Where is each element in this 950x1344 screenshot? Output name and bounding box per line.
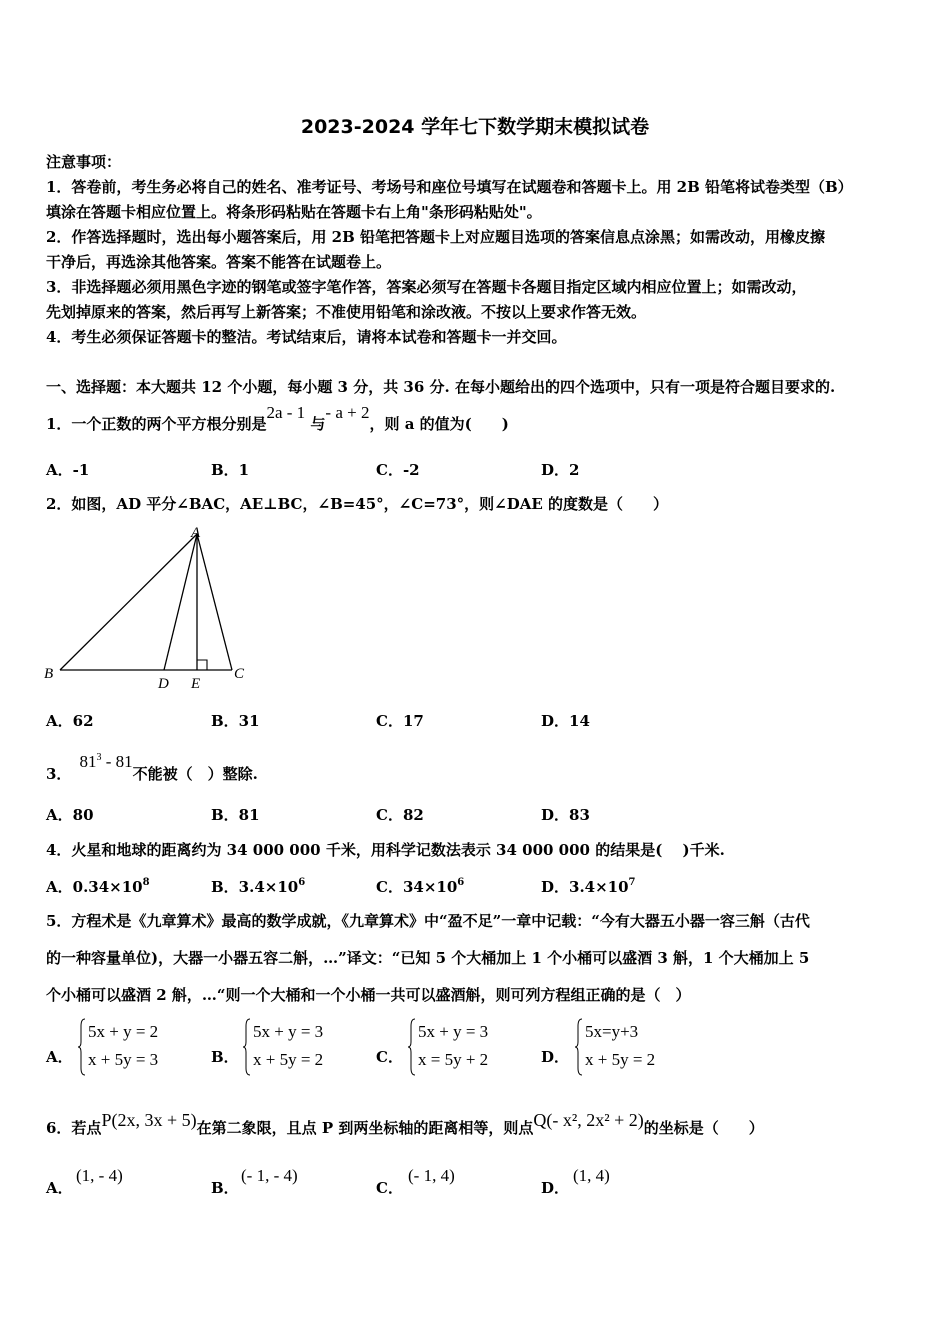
q6-point-p: P(2x, 3x + 5) — [101, 1110, 197, 1130]
q3-rest: - 81 — [101, 752, 133, 771]
question-2: 2．如图，AD 平分∠BAC，AE⊥BC，∠B=45°，∠C=73°，则∠DAE 的度数是（ ） — [46, 495, 669, 513]
q4-a-label: A．0.34×10 — [46, 878, 143, 896]
brace-icon — [408, 1018, 416, 1076]
notice-line: 2．作答选择题时，选出每小题答案后，用 2B 铅笔把答题卡上对应题目选项的答案信息点涂黑；如需改动，用橡皮擦 — [46, 228, 826, 246]
right-angle-mark — [197, 660, 207, 670]
q3-option-a: A．80 — [46, 806, 94, 824]
q4-d-exp: 7 — [628, 877, 636, 888]
q5-option-b-system — [243, 1018, 353, 1076]
exam-title: 2023-2024 学年七下数学期末模拟试卷 — [300, 116, 650, 138]
label-d: D — [158, 676, 169, 692]
q1-option-d: D．2 — [541, 461, 580, 479]
q2-option-d: D．14 — [541, 712, 590, 730]
q4-option-a — [46, 873, 150, 897]
q3-exponent: 3 — [96, 752, 102, 763]
brace-icon — [243, 1018, 251, 1076]
eq2: x + 5y = 3 — [88, 1050, 159, 1069]
q2-option-c: C．17 — [376, 712, 424, 730]
eq1: 5x + y = 3 — [253, 1022, 324, 1041]
q2-option-b: B．31 — [211, 712, 260, 730]
q1-option-b: B．1 — [211, 461, 250, 479]
q4-c-label: C．34×10 — [376, 878, 458, 896]
q3-option-b: B．81 — [211, 806, 260, 824]
q2-option-a: A．62 — [46, 712, 94, 730]
q5-option-a-label: A． — [46, 1048, 73, 1066]
q4-b-exp: 6 — [298, 877, 306, 888]
segment-ab — [60, 534, 197, 670]
q4-option-d — [541, 873, 636, 897]
notice-line: 先划掉原来的答案，然后再写上新答案；不准使用铅笔和涂改液。不按以上要求作答无效。 — [46, 303, 647, 321]
question-6 — [46, 1110, 906, 1140]
segment-ad — [164, 534, 197, 670]
q5-option-a-system — [78, 1018, 188, 1076]
q6-option-c-label: C． — [376, 1179, 403, 1197]
q6-option-b-value: (- 1, - 4) — [241, 1166, 298, 1185]
q3-base: 81 — [79, 752, 97, 771]
label-c: C — [234, 666, 245, 682]
q6-text-pre: 6．若点 — [46, 1119, 102, 1137]
q4-b-label: B．3.4×10 — [211, 878, 299, 896]
q6-option-b-label: B． — [211, 1179, 239, 1197]
eq1: 5x=y+3 — [585, 1022, 639, 1041]
question-4: 4．火星和地球的距离约为 34 000 000 千米，用科学记数法表示 34 000 000 的结果是( )千米. — [46, 841, 725, 859]
q6-text-post: 的坐标是（ ） — [643, 1119, 764, 1137]
question-5-line: 5．方程术是《九章算术》最高的数学成就，《九章算术》中“盈不足”一章中记载：“今有大器五小器一容三斛（古代 — [46, 912, 810, 930]
notice-line: 3．非选择题必须用黑色字迹的钢笔或签字笔作答，答案必须写在答题卡各题目指定区域内相应位置上；如需改动， — [46, 278, 807, 296]
q6-point-q: Q(- x², 2x² + 2) — [533, 1110, 644, 1130]
q1-option-a: A．-1 — [46, 461, 90, 479]
q1-text-post: ，则 a 的值为( ) — [369, 415, 509, 433]
q6-option-a-value: (1, - 4) — [76, 1166, 123, 1185]
eq1: 5x + y = 2 — [88, 1022, 159, 1041]
question-1 — [46, 403, 906, 436]
q3-option-c: C．82 — [376, 806, 424, 824]
triangle-figure — [40, 522, 260, 692]
q1-option-c: C．-2 — [376, 461, 420, 479]
eq2: x + 5y = 2 — [253, 1050, 324, 1069]
question-3 — [46, 748, 906, 783]
q3-number: 3． — [46, 765, 72, 783]
q4-c-exp: 6 — [457, 877, 465, 888]
q3-text: 不能被（ ）整除. — [132, 765, 258, 783]
q4-a-exp: 8 — [142, 877, 150, 888]
label-b: B — [44, 666, 54, 682]
q1-expr1: 2a - 1 — [266, 403, 306, 422]
eq2: x = 5y + 2 — [418, 1050, 489, 1069]
q5-option-c-system — [408, 1018, 518, 1076]
q1-text-pre: 1．一个正数的两个平方根分别是 — [46, 415, 267, 433]
q5-option-d-system — [575, 1018, 685, 1076]
q6-option-d-value: (1, 4) — [573, 1166, 610, 1185]
q6-option-a-label: A． — [46, 1179, 73, 1197]
q5-option-d-label: D． — [541, 1048, 570, 1066]
eq2: x + 5y = 2 — [585, 1050, 656, 1069]
notice-line: 干净后，再选涂其他答案。答案不能答在试题卷上。 — [46, 253, 392, 271]
notice-line: 1．答卷前，考生务必将自己的姓名、准考证号、考场号和座位号填写在试题卷和答题卡上。用 2B 铅笔将试卷类型（B） — [46, 178, 853, 196]
q6-option-c-value: (- 1, 4) — [408, 1166, 455, 1185]
q4-option-b — [211, 873, 305, 897]
q1-text-mid: 与 — [310, 415, 326, 433]
notice-heading: 注意事项： — [46, 153, 122, 171]
q4-option-c — [376, 873, 464, 897]
q5-option-c-label: C． — [376, 1048, 403, 1066]
notice-line: 填涂在答题卡相应位置上。将条形码粘贴在答题卡右上角"条形码粘贴处"。 — [46, 203, 542, 221]
segment-ac — [197, 534, 232, 670]
brace-icon — [78, 1018, 86, 1076]
label-e: E — [191, 676, 201, 692]
q4-d-label: D．3.4×10 — [541, 878, 629, 896]
label-a: A — [191, 525, 201, 541]
q6-option-d-label: D． — [541, 1179, 570, 1197]
eq1: 5x + y = 3 — [418, 1022, 489, 1041]
question-5-line: 个小桶可以盛酒 2 斛，…“则一个大桶和一个小桶一共可以盛酒斛，则可列方程组正确的是（ ） — [46, 986, 691, 1004]
section-heading: 一、选择题：本大题共 12 个小题，每小题 3 分，共 36 分. 在每小题给出的四个选项中，只有一项是符合题目要求的. — [46, 378, 836, 396]
brace-icon — [575, 1018, 583, 1076]
notice-line: 4．考生必须保证答题卡的整洁。考试结束后，请将本试卷和答题卡一并交回。 — [46, 328, 567, 346]
q6-text-mid: 在第二象限，且点 P 到两坐标轴的距离相等，则点 — [196, 1119, 534, 1137]
question-5-line: 的一种容量单位)，大器一小器五容二斛，…”译文：“已知 5 个大桶加上 1 个小桶可以盛酒 3 斛，1 个大桶加上 5 — [46, 949, 810, 967]
q5-option-b-label: B． — [211, 1048, 239, 1066]
q1-expr2: - a + 2 — [325, 403, 370, 422]
q3-option-d: D．83 — [541, 806, 590, 824]
